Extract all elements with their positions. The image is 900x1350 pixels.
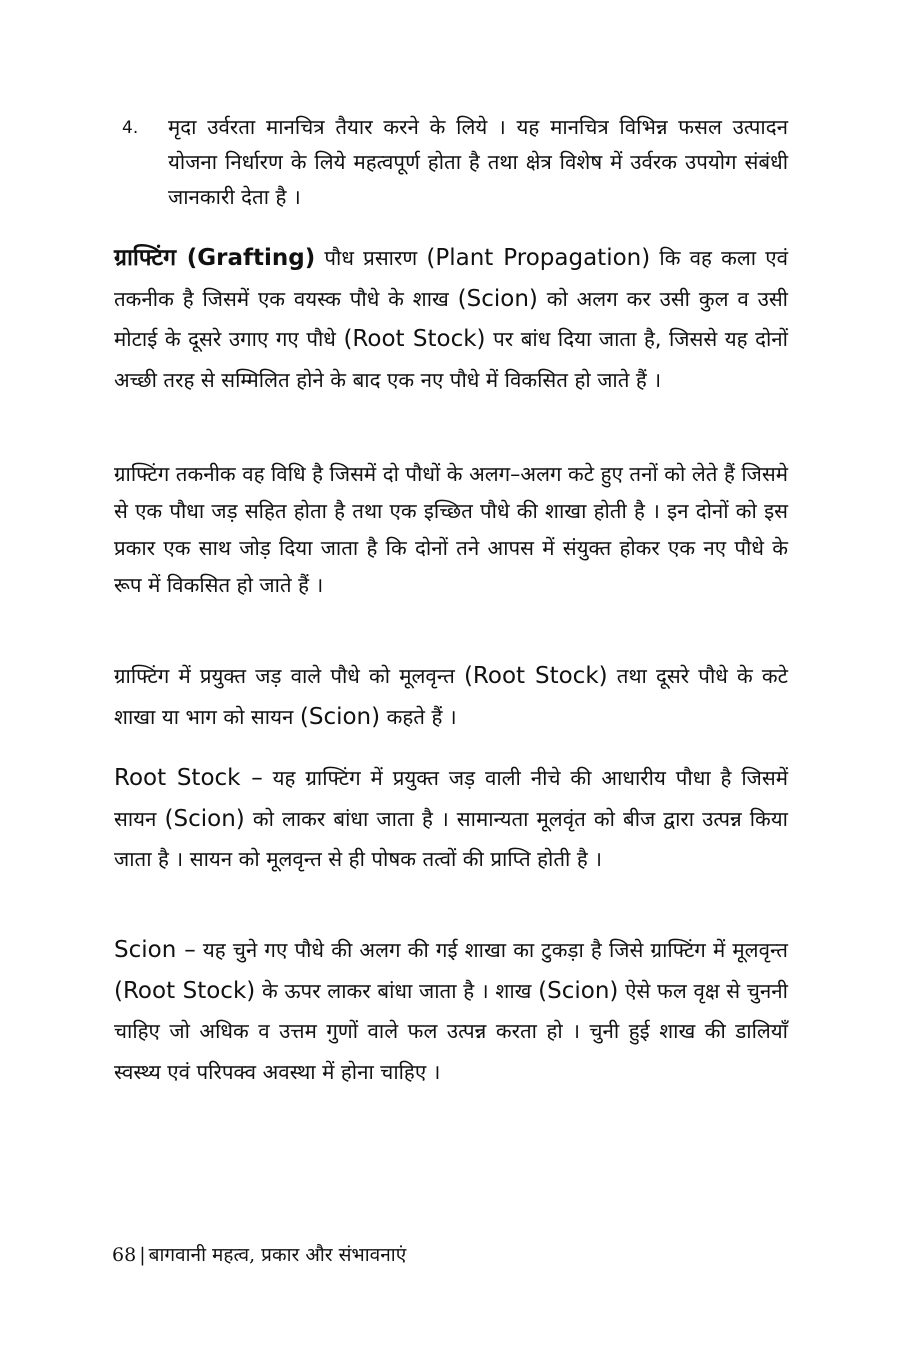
- page-number: 68: [112, 1244, 137, 1266]
- list-item: [114, 110, 788, 215]
- page-footer: [112, 1240, 406, 1270]
- scion-paragraph: Scion – यह चुने गए पौधे की अलग की गई शाखा का टुकड़ा है जिसे ग्राफ्टिंग में मूलवृन्त (Root Stock) के ऊपर लाकर बांधा जाता है । शाख (Scion) ऐसे फल वृक्ष से चुननी चाहिए जो अधिक व उत्तम गुणों वाले फल उत्पन्न करता हो । चुनी हुई शाख की डालियाँ स्वस्थ्य एवं परिपक्व अवस्था में होना चाहिए ।: [114, 937, 788, 1084]
- numbered-list: [114, 110, 788, 215]
- list-item-number: 4.: [122, 118, 139, 138]
- grafting-technique-paragraph: ग्राफ्टिंग तकनीक वह विधि है जिसमें दो पौधों के अलग–अलग कटे हुए तनों को लेते हैं जिसमे से एक पौधा जड़ सहित होता है तथा एक इच्छित पौधे की शाखा होती है । इन दोनों को इस प्रकार एक साथ जोड़ दिया जाता है कि दोनों तने आपस में संयुक्त होकर एक नए पौधे के रूप में विकसित हो जाते हैं ।: [114, 462, 788, 597]
- grafting-term: ग्राफ्टिंग (Grafting): [114, 245, 316, 271]
- grafting-definition-paragraph: ग्राफ्टिंग (Grafting) पौध प्रसारण (Plant Propagation) कि वह कला एवं तकनीक है जिसमें एक वयस्क पौधे के शाख (Scion) को अलग कर उसी कुल व उसी मोटाई के दूसरे उगाए गए पौधे (Root Stock) पर बांध दिया जाता है, जिससे यह दोनों अच्छी तरह से सम्मिलित होने के बाद एक नए पौधे में विकसित हो जाते हैं ।: [114, 245, 789, 392]
- rootstock-paragraph: Root Stock – यह ग्राफ्टिंग में प्रयुक्त जड़ वाली नीचे की आधारीय पौधा है जिसमें सायन (Scion) को लाकर बांधा जाता है । सामान्यता मूलवृंत को बीज द्वारा उत्पन्न किया जाता है । सायन को मूलवृन्त से ही पोषक तत्वों की प्राप्ति होती है ।: [114, 765, 788, 871]
- rootstock-term: Root Stock –: [114, 765, 263, 791]
- terms-definition-paragraph: ग्राफ्टिंग में प्रयुक्त जड़ वाले पौधे को मूलवृन्त (Root Stock) तथा दूसरे पौधे के कटे शाखा या भाग को सायन (Scion) कहते हैं ।: [114, 663, 788, 730]
- scion-term: Scion –: [114, 937, 196, 963]
- footer-separator: |: [139, 1244, 146, 1266]
- list-item-text: मृदा उर्वरता मानचित्र तैयार करने के लिये । यह मानचित्र विभिन्न फसल उत्पादन योजना निर्धारण के लिये महत्वपूर्ण होता है तथा क्षेत्र विशेष में उर्वरक उपयोग संबंधी जानकारी देता है ।: [168, 115, 788, 209]
- book-title: बागवानी महत्व, प्रकार और संभावनाएं: [148, 1244, 407, 1266]
